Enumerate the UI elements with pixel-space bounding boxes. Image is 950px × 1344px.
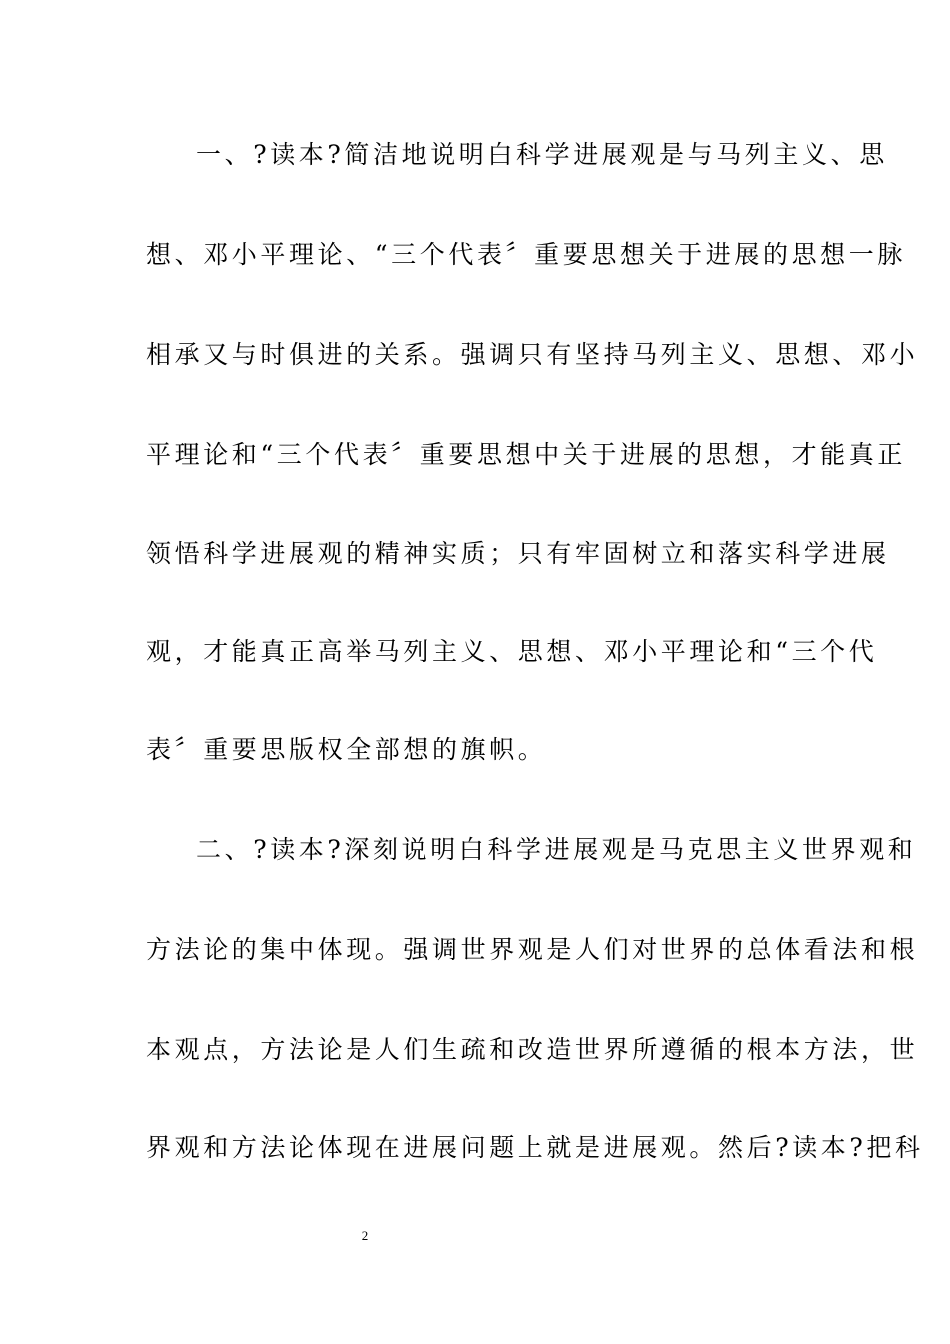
- paragraph-1-line-7: 表〞重要思版权全部想的旗帜。: [146, 735, 547, 764]
- paragraph-2-line-3: 本观点，方法论是人们生疏和改造世界所遵循的根本方法，世: [146, 1035, 919, 1064]
- paragraph-1-line-2: 想、邓小平理论、“三个代表〞重要思想关于进展的思想一脉: [146, 240, 906, 269]
- paragraph-1-line-3: 相承又与时俱进的关系。强调只有坚持马列主义、思想、邓小: [146, 340, 919, 369]
- paragraph-1-line-5: 领悟科学进展观的精神实质；只有牢固树立和落实科学进展: [146, 539, 890, 568]
- page-number: 2: [361, 1228, 369, 1243]
- paragraph-2-line-2: 方法论的集中体现。强调世界观是人们对世界的总体看法和根: [146, 935, 919, 964]
- paragraph-1-line-4: 平理论和“三个代表〞重要思想中关于进展的思想，才能真正: [146, 440, 906, 469]
- paragraph-1-line-6: 观，才能真正高举马列主义、思想、邓小平理论和“三个代: [146, 637, 878, 666]
- paragraph-2-line-1: 二、?读本?深刻说明白科学进展观是马克思主义世界观和: [196, 835, 917, 864]
- paragraph-2-line-4: 界观和方法论体现在进展问题上就是进展观。然后?读本?把科: [146, 1133, 924, 1162]
- paragraph-1-line-1: 一、?读本?简洁地说明白科学进展观是与马列主义、思: [196, 140, 888, 169]
